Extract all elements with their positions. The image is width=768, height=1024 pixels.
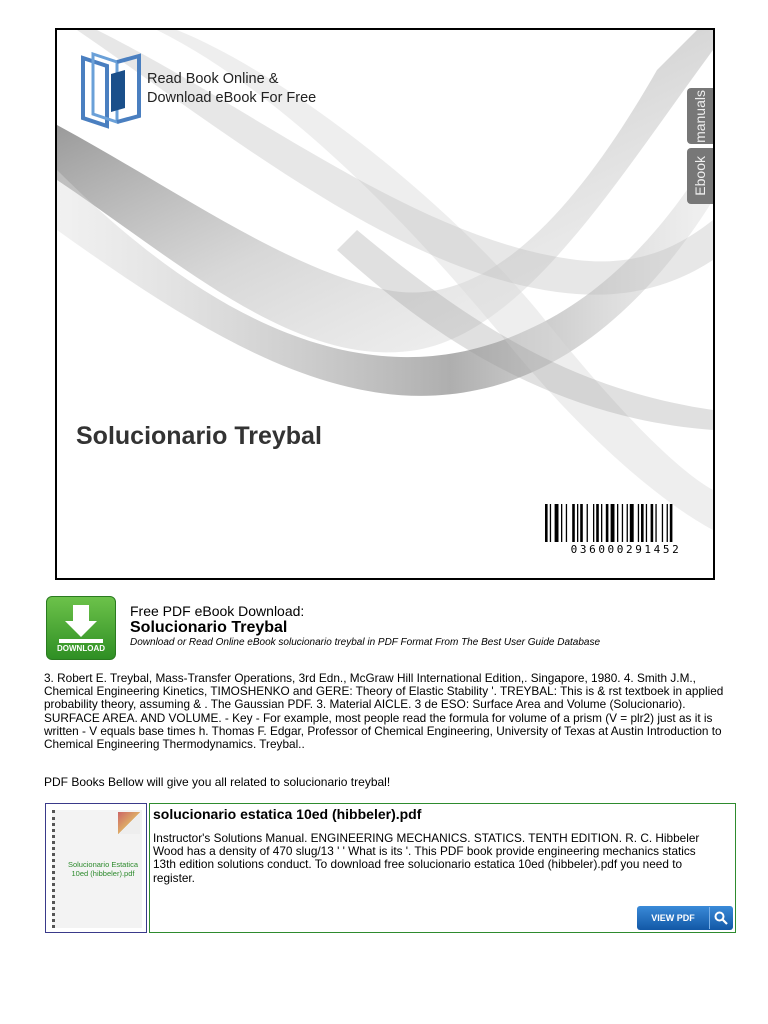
barcode-bar — [670, 504, 673, 542]
barcode-bar — [646, 504, 647, 542]
book-cover — [55, 28, 715, 580]
subtitle: Download or Read Online eBook solucionario treybal in PDF Format From The Best User Guide Database — [130, 637, 601, 648]
download-arrow-icon — [47, 601, 115, 645]
barcode — [543, 504, 709, 556]
download-button[interactable] — [46, 596, 116, 660]
barcode-bar — [580, 504, 583, 542]
logo-line-1: Read Book Online & — [147, 71, 279, 87]
barcode-bar — [655, 504, 656, 542]
view-pdf-label: VIEW PDF — [651, 913, 695, 923]
body-paragraph: 3. Robert E. Treybal, Mass-Transfer Operations, 3rd Edn., McGraw Hill International Edition,. Singapore, 1980. 4. Smith J.M., Chemical Engineering Kinetics, TIMOSHENKO and GERE: Theory of Elastic Stability '. TREYBAL: This is & rst textboek in applied probability theory, assuming & . The Gaussian PDF. 3. Material AICLE. 3 de ESO: Surface Area and Volume (Solucionario). SURFACE AREA. AND VOLUME. - Key - For example, most people read the formula for volume of a prism (V = plr2) just as it is written - V equals base times h. Thomas F. Edgar, Professor of Chemical Engineering, University of Texas at Austin Introduction to Chemical Engineering Thermodynamics. Treybal.. — [44, 671, 724, 752]
result-description: Instructor's Solutions Manual. ENGINEERING MECHANICS. STATICS. TENTH EDITION. R. C. Hibbeler Wood has a density of 470 slug/13 ' ' What is its '. This PDF book provide engineering mechanics statics 13th edition solutions conduct. To download free solucionario estatica 10ed (hibbeler).pdf you need to register. — [153, 831, 700, 885]
view-pdf-button[interactable] — [637, 906, 733, 930]
thumbnail-page — [52, 810, 142, 928]
thumbnail-text: Solucionario Estatica 10ed (hibbeler).pdf — [67, 860, 139, 878]
main-title: Solucionario Treybal — [130, 619, 288, 636]
barcode-bar — [627, 504, 628, 542]
tab-manuals-label: manuals — [692, 89, 708, 143]
barcode-bar — [606, 504, 609, 542]
barcode-bar — [638, 504, 639, 542]
barcode-bar — [577, 504, 578, 542]
barcode-bar — [550, 504, 551, 542]
tab-ebook[interactable] — [687, 148, 713, 204]
download-button-label: DOWNLOAD — [57, 644, 105, 653]
barcode-number: 036000291452 — [570, 543, 682, 556]
tab-manuals[interactable] — [687, 88, 713, 144]
abstract-waves-graphic — [57, 30, 713, 578]
barcode-bar — [587, 504, 588, 542]
thumbnail-corner-image — [118, 812, 140, 834]
free-pdf-label: Free PDF eBook Download: — [130, 603, 305, 619]
barcode-bar — [561, 504, 562, 542]
tab-ebook-label: Ebook — [692, 156, 708, 196]
search-icon — [709, 907, 732, 929]
barcode-bar — [641, 504, 644, 542]
cover-title: Solucionario Treybal — [76, 422, 322, 450]
logo-line-2: Download eBook For Free — [147, 90, 317, 106]
barcode-bar — [555, 504, 559, 542]
barcode-bar — [572, 504, 575, 542]
barcode-bar — [545, 504, 548, 542]
side-tabs — [687, 88, 713, 208]
barcode-bar — [667, 504, 668, 542]
barcode-bar — [596, 504, 599, 542]
barcode-bar — [630, 504, 634, 542]
barcode-bar — [601, 504, 602, 542]
barcode-bar — [617, 504, 618, 542]
barcode-bar — [651, 504, 654, 542]
result-thumbnail[interactable] — [45, 803, 147, 933]
barcode-bar — [566, 504, 567, 542]
barcode-bar — [622, 504, 623, 542]
barcode-bar — [611, 504, 615, 542]
result-card — [149, 803, 736, 933]
result-title[interactable]: solucionario estatica 10ed (hibbeler).pdf — [153, 806, 422, 822]
barcode-bar — [593, 504, 594, 542]
barcode-bars — [543, 504, 709, 542]
related-books-intro: PDF Books Bellow will give you all related to solucionario treybal! — [44, 775, 391, 789]
open-book-logo-icon — [77, 52, 149, 130]
logo-text — [147, 70, 316, 108]
barcode-bar — [662, 504, 663, 542]
